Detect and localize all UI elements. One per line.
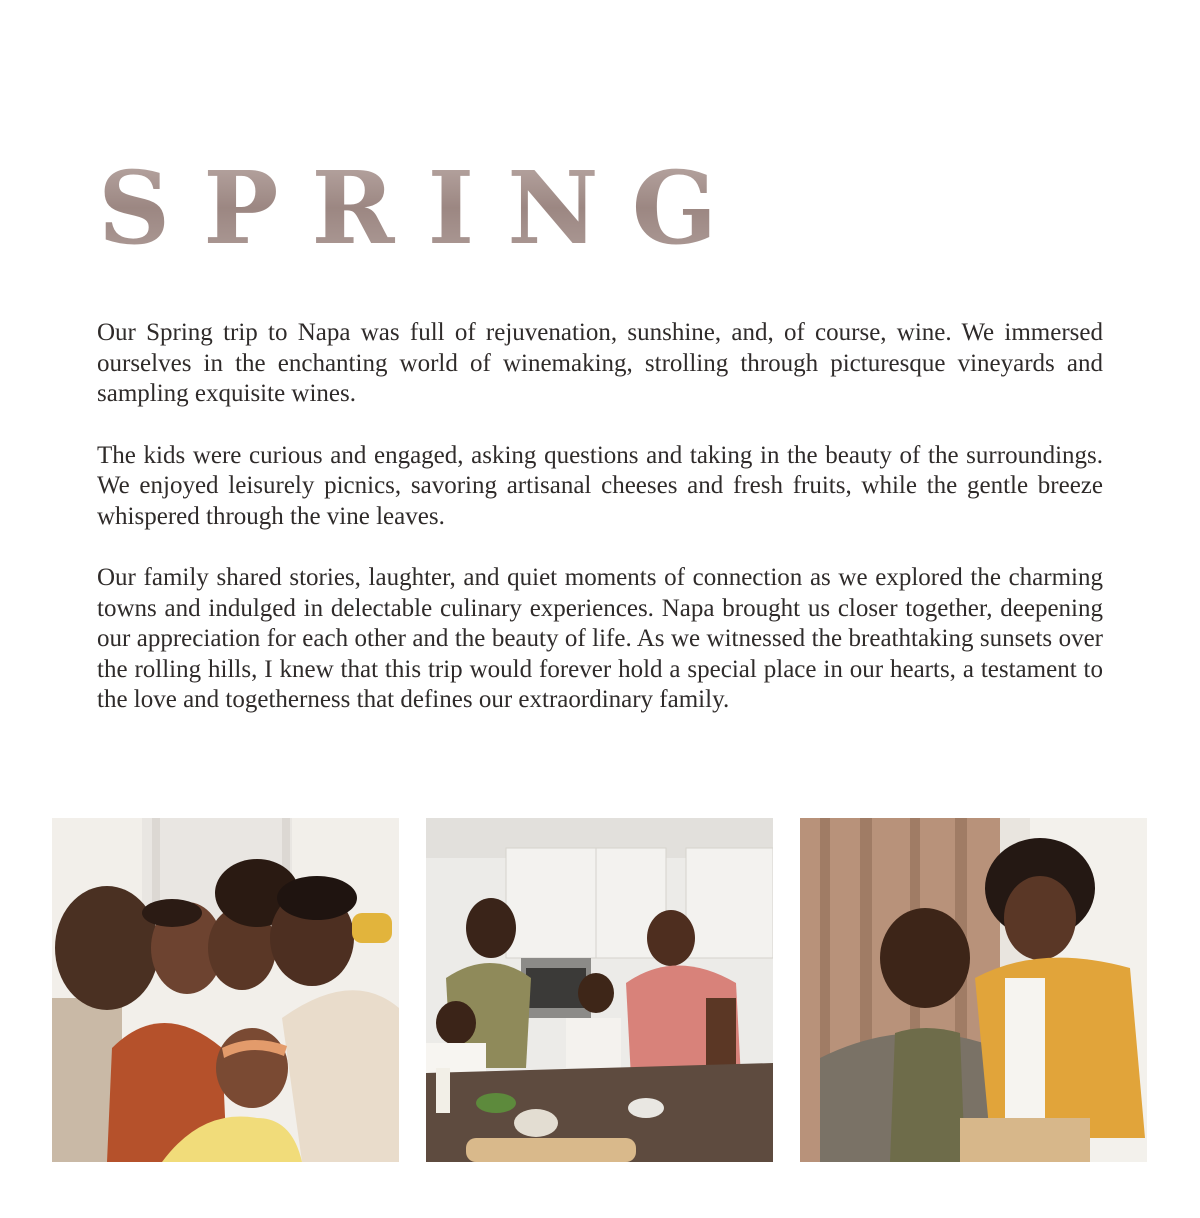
story-paragraph-1: Our Spring trip to Napa was full of rejuvenation, sunshine, and, of course, wine. We immersed ourselves in the enchanting world of winemaking, strolling through picturesque vineyards and sampling exquisite wines. [97, 319, 1103, 407]
story-paragraph-2: The kids were curious and engaged, asking questions and taking in the beauty of the surroundings. We enjoyed leisurely picnics, savoring artisanal cheeses and fresh fruits, while the gentle breeze whispered through the vine leaves. [97, 441, 1103, 530]
story-paragraph-3: Our family shared stories, laughter, and quiet moments of connection as we explored the charming towns and indulged in delectable culinary experiences. Napa brought us closer together, deepening our appreciation for each other and the beauty of life. As we witnessed the breathtaking sunsets over the rolling hills, I knew that this trip would forever hold a special place in our hearts, a testament to the love and togetherness that defines our extraordinary family. [97, 564, 1103, 713]
story-text [97, 318, 1103, 747]
photo-family-kitchen [426, 818, 773, 1162]
page-title: SPRING [98, 149, 751, 267]
photo-father-son [800, 818, 1147, 1162]
photo-family-hug [52, 818, 399, 1162]
photo-strip [52, 818, 1148, 1162]
